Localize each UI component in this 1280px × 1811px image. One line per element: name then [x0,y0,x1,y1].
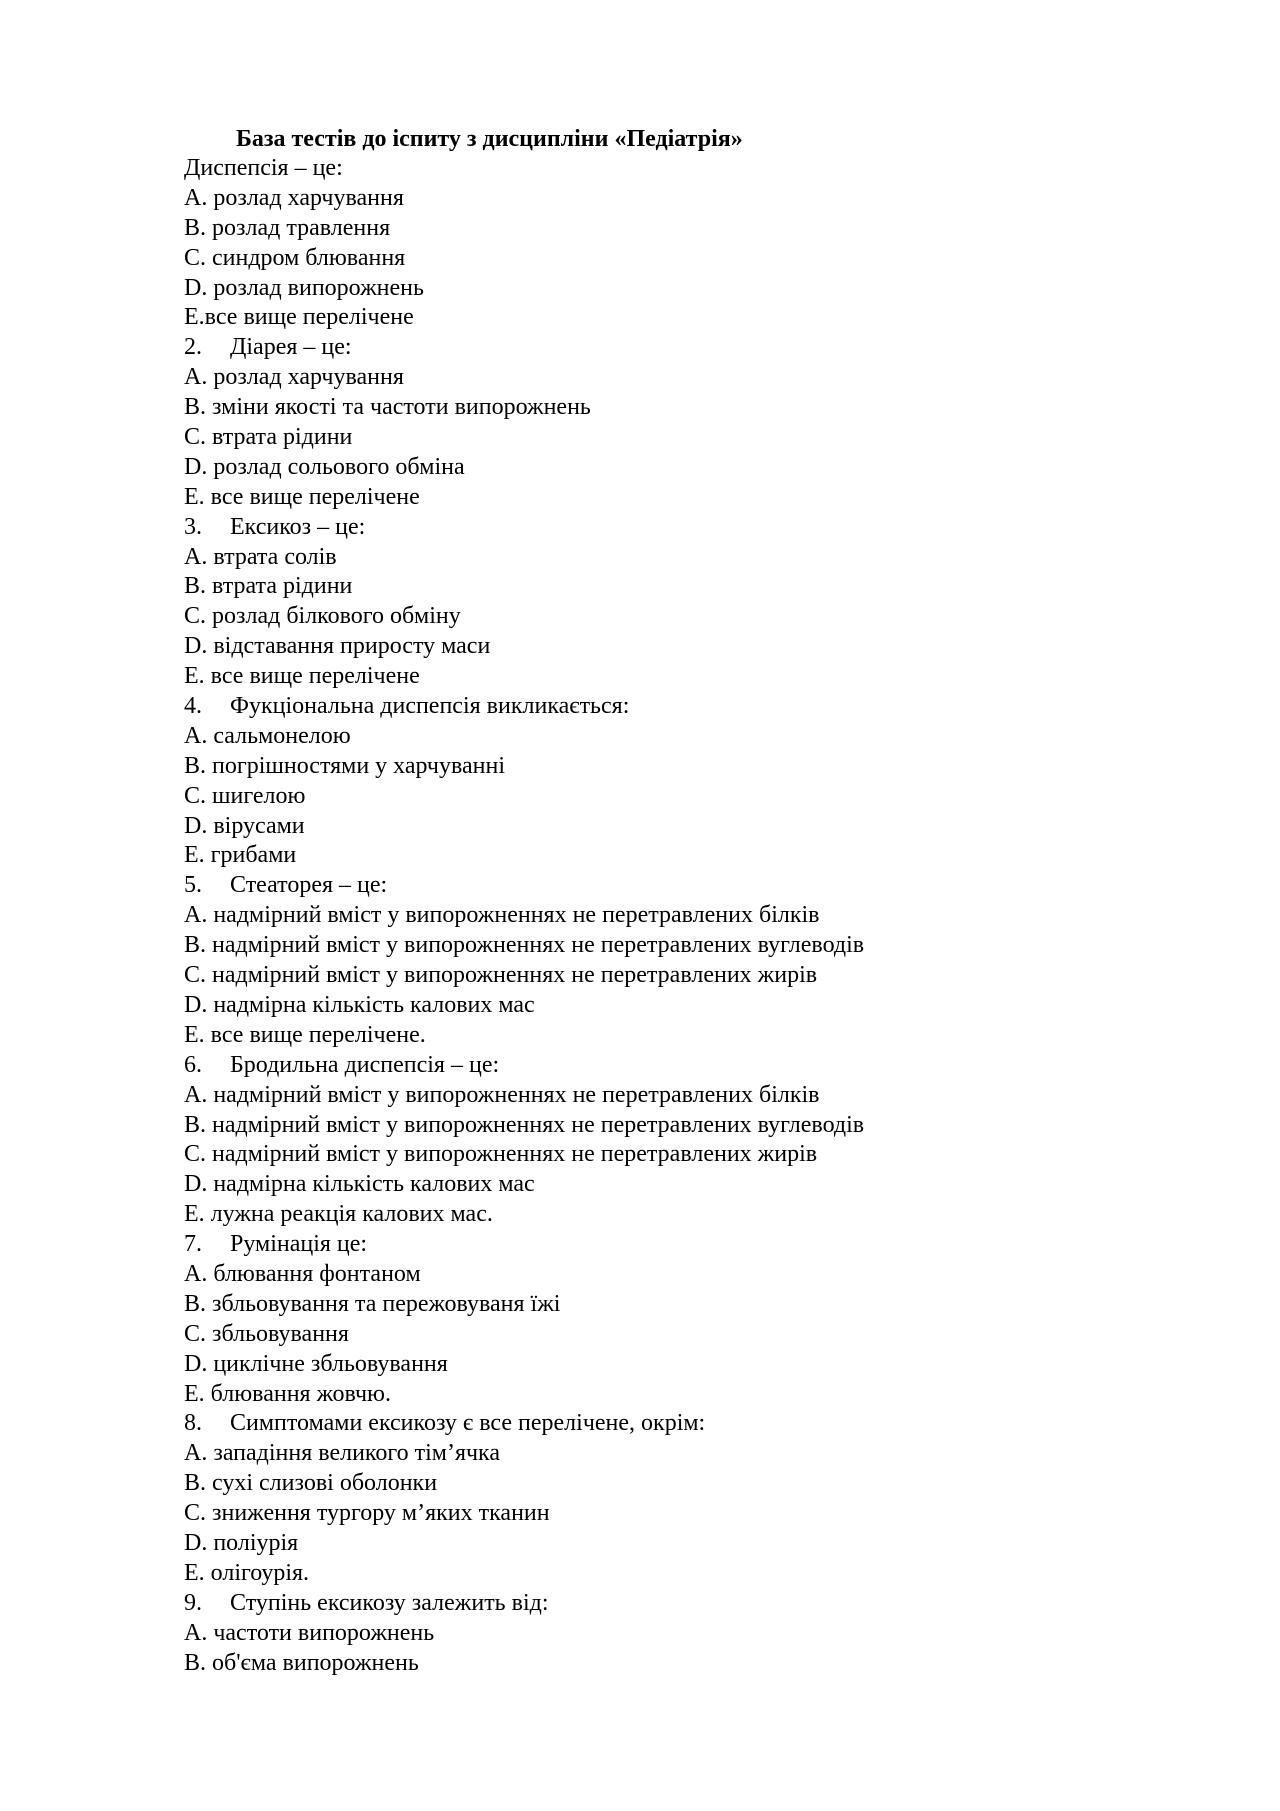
answer-option: D. поліурія [184,1529,299,1556]
answer-option: C. синдром блювання [184,244,406,271]
answer-option: A. надмірний вміст у випорожненнях не перетравлених білків [184,1081,820,1108]
question-text: Діарея – це: [230,334,352,361]
answer-option: D. циклічне збльовування [184,1350,448,1377]
answer-option: D. відставання приросту маси [184,633,491,660]
question-number: 7. [184,1231,202,1258]
answer-option: B. розлад травлення [184,214,391,241]
answer-option: E. все вище перелічене. [184,1021,426,1048]
answer-option: D. розлад випорожнень [184,274,424,301]
answer-option: A. розлад харчування [184,184,404,211]
answer-option: B. втрата рідини [184,573,353,600]
answer-option: C. зниження тургору м’яких тканин [184,1500,550,1527]
answer-option: B. зміни якості та частоти випорожнень [184,394,591,421]
answer-option: D. розлад сольового обміна [184,453,465,480]
answer-option: B. сухі слизові оболонки [184,1470,438,1497]
question-number: 3. [184,513,202,540]
question-text: Ступінь ексикозу залежить від: [230,1589,549,1616]
answer-option: E. все вище перелічене [184,483,420,510]
question-number: 2. [184,334,202,361]
question-text: Фукціональна диспепсія викликається: [230,693,630,720]
question-number: 9. [184,1589,202,1616]
document-title: База тестів до іспиту з дисципліни «Педіатрія» [236,126,743,152]
question-3 [184,513,864,543]
question-number: 5. [184,872,202,899]
answer-option: B. об'єма випорожнень [184,1649,419,1676]
answer-option: A. надмірний вміст у випорожненнях не перетравлених білків [184,902,820,929]
answer-option: C. надмірний вміст у випорожненнях не перетравлених жирів [184,962,818,989]
answer-option: A. втрата солів [184,543,337,570]
question-1 [184,154,864,184]
answer-option: A. розлад харчування [184,364,404,391]
answer-option: B. збльовування та пережовуваня їжі [184,1290,561,1317]
question-number: 4. [184,693,202,720]
question-2 [184,333,864,363]
answer-option: E. олігоурія. [184,1559,310,1586]
answer-option: C. шигелою [184,782,306,809]
answer-option: E. лужна реакція калових мас. [184,1201,493,1228]
question-number: 8. [184,1410,202,1437]
answer-option: A. сальмонелою [184,722,351,749]
question-list [184,154,864,1678]
answer-option: B. погрішностями у харчуванні [184,752,506,779]
question-8 [184,1409,864,1439]
answer-option: E. все вище перелічене [184,663,420,690]
answer-option: A. частоти випорожнень [184,1619,435,1646]
answer-option: D. вірусами [184,812,305,839]
question-text: Бродильна диспепсія – це: [230,1051,500,1078]
answer-option: D. надмірна кількість калових мас [184,1171,535,1198]
answer-option: A. западіння великого тім’ячка [184,1440,500,1467]
answer-option: E. блювання жовчю. [184,1380,391,1407]
question-text: Стеаторея – це: [230,872,388,899]
question-7 [184,1230,864,1260]
answer-option: B. надмірний вміст у випорожненнях не перетравлених вуглеводів [184,1111,865,1138]
question-6 [184,1051,864,1081]
question-text: Диспепсія – це: [184,155,343,181]
answer-option: C. надмірний вміст у випорожненнях не перетравлених жирів [184,1141,818,1168]
answer-option: C. втрата рідини [184,424,353,451]
question-text: Румінація це: [230,1231,368,1258]
question-5 [184,871,864,901]
answer-option: C. розлад білкового обміну [184,603,461,630]
answer-option: B. надмірний вміст у випорожненнях не перетравлених вуглеводів [184,932,865,959]
question-4 [184,692,864,722]
answer-option: E. грибами [184,842,297,869]
question-text: Ексикоз – це: [230,513,366,540]
answer-option: A. блювання фонтаном [184,1260,421,1287]
answer-option: D. надмірна кількість калових мас [184,991,535,1018]
answer-option: C. збльовування [184,1320,349,1347]
question-9 [184,1589,864,1619]
answer-option: E.все вище перелічене [184,304,414,331]
question-number: 6. [184,1051,202,1078]
question-text: Симптомами ексикозу є все перелічене, окрім: [230,1410,706,1437]
